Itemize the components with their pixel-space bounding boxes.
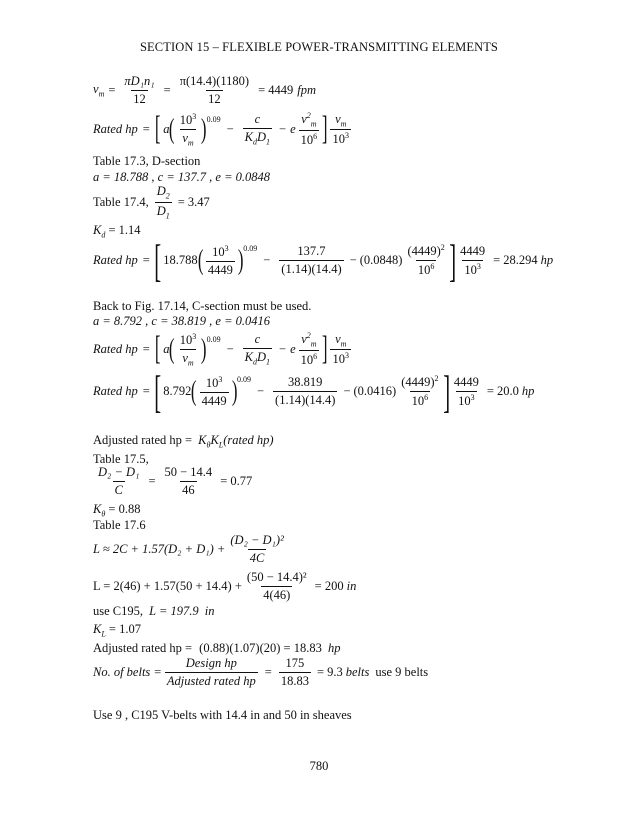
kd-value: $K_d = 1.14$ [93,223,141,240]
equation-rated-hp-general: Rated hp = [ a ( $\frac{10^3}{v_m}$ ) $^{0.09}$ − $\frac{c}{K_dD_1}$ − e $\frac{v^2_m}{10^6}$ ] $\frac{v_m}{10^3}$ [93,110,349,148]
k-theta-value: $K_\theta = 0.88$ [93,502,141,519]
equation-belt-speed: $v_m$ = $\frac{\text{πD₁n₁}}{12}$ = $\frac{\pi(14.4)(1180)}{12}$ = 4449 fpm [93,74,317,106]
adjusted-rated-hp-formula: Adjusted rated hp = $K_\theta K_L(rated$ hp) [93,433,274,450]
belt-speed-result: = 4449 [258,83,294,97]
vm-symbol: $v_m$ [93,82,105,99]
belt-speed-unit: fpm [297,83,317,97]
table-17-6-label: Table 17.6 [93,518,146,532]
table-17-4-ratio: Table 17.4, $\frac{D_2}{D_1}$ = 3.47 [93,184,210,220]
equals-sign: = [108,83,116,97]
final-conclusion: Use 9 , C195 V-belts with 14.4 in and 50 in sheaves [93,708,352,722]
equation-belt-length-general: L ≈ 2C + 1.57(D₂ + D₁) + $\frac{\text{(D₂ − D₁)²}}{4C}$ [93,533,284,565]
table-17-5-label: Table 17.5, [93,452,149,466]
c-section-coefficients: a = 8.792 , c = 38.819 , e = 0.0416 [93,314,271,328]
equation-diameter-ratio: $\frac{\text{D₂ − D₁}}{C}$ = $\frac{50 - 14.4}{46}$ = 0.77 [98,465,253,497]
section-header: SECTION 15 – FLEXIBLE POWER-TRANSMITTING ELEMENTS [139,40,498,54]
use-c195-line: use C195, L = 197.9 in [93,604,215,618]
adjusted-rated-hp-value: Adjusted rated hp = (0.88)(1.07)(20) = 18.83 hp [93,641,341,655]
d-section-coefficients: a = 18.788 , c = 137.7 , e = 0.0848 [93,170,271,184]
fraction-pi-d-n: $\frac{\text{πD₁n₁}}{12}$ [124,74,155,106]
back-to-fig-note: Back to Fig. 17.14, C-section must be used. [93,299,312,313]
equation-rated-hp-d-section: Rated hp = [ 18.788 ( $\frac{10^3}{4449}$ ) $^{0.09}$ − $\frac{137.7}{(1.14)(14.4)}$ − (0.0848) $\frac{(4449)^2}{10^6}$ ] $\frac{4449}{10^3}$ = 28.294 hp [93,235,554,286]
equation-belt-length-value: L = 2(46) + 1.57(50 + 14.4) + $\frac{\text{(50 − 14.4)²}}{4(46)}$ = 200 in [93,570,357,602]
fraction-pi-values: $\frac{\pi(14.4)(1180)}{12}$ [179,74,250,106]
kl-value: $K_L = 1.07$ [93,622,141,639]
page-number: 780 [309,759,329,773]
equation-rated-hp-general-2: Rated hp = [ a ( $\frac{10^3}{v_m}$ ) $^{0.09}$ − $\frac{c}{K_dD_1}$ − e $\frac{v^2_m}{10^6}$ ] $\frac{v_m}{10^3}$ [93,330,349,368]
table-17-3-label: Table 17.3, D-section [93,154,201,168]
equation-number-of-belts: No. of belts = $\frac{\text{Design hp}}{\text{Adjusted rated hp}}$ = $\frac{175}{18.83}$ = 9.3 belts use 9 belts [93,656,429,688]
equation-rated-hp-c-section: Rated hp = [ 8.792 ( $\frac{10^3}{4449}$ ) $^{0.09}$ − $\frac{38.819}{(1.14)(14.4)}$ − (0.0416) $\frac{(4449)^2}{10^6}$ ] $\frac{4449}{10^3}$ = 20.0 hp [93,366,535,417]
